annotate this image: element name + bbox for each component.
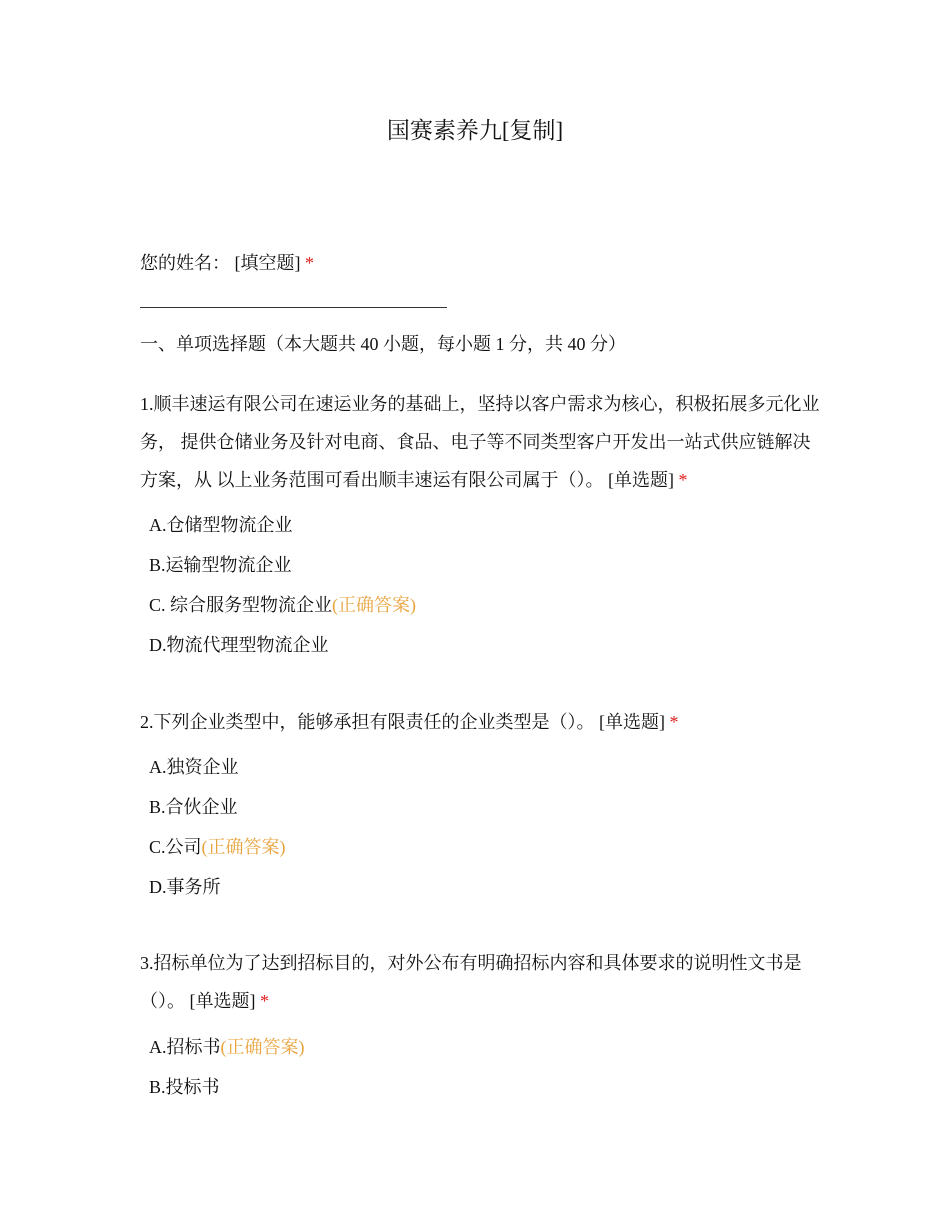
question-text: 3.招标单位为了达到招标目的，对外公布有明确招标内容和具体要求的说明性文书是（）。 — [140, 953, 802, 1011]
question-type: [单选题] — [608, 470, 674, 490]
question-3 — [140, 944, 820, 1020]
option: D.物流代理型物流企业 — [149, 635, 329, 655]
required-star: * — [260, 991, 269, 1011]
required-star: * — [305, 253, 314, 273]
question-type: [单选题] — [189, 991, 256, 1011]
required-star: * — [669, 712, 679, 732]
option-text: C. 综合服务型物流企业 — [149, 595, 333, 615]
option-correct — [149, 835, 286, 859]
correct-answer-label: (正确答案) — [332, 595, 417, 615]
section-heading: 一、单项选择题（本大题共 40 小题，每小题 1 分，共 40 分） — [140, 334, 626, 354]
name-input-line[interactable] — [140, 307, 447, 308]
option-text: A.招标书 — [149, 1037, 221, 1057]
option: B.运输型物流企业 — [149, 555, 292, 575]
page-title: 国赛素养九[复制] — [386, 118, 564, 143]
name-question — [140, 251, 314, 275]
option: A.独资企业 — [149, 757, 239, 777]
option: B.合伙企业 — [149, 797, 238, 817]
option-text: C.公司 — [149, 837, 202, 857]
question-text: 1.顺丰速运有限公司在速运业务的基础上，坚持以客户需求为核心，积极拓展多元化业务， 提供仓储业务及针对电商、食品、电子等不同类型客户开发出一站式供应链解决方案，从 以上业务范围可看出顺丰速运有限公司属于（）。 — [140, 394, 820, 490]
question-type: [填空题] — [234, 253, 301, 273]
option: D.事务所 — [149, 877, 221, 897]
option-correct — [149, 593, 416, 617]
option: A.仓储型物流企业 — [149, 515, 293, 535]
question-text: 2.下列企业类型中，能够承担有限责任的企业类型是（）。 — [140, 712, 595, 732]
question-type: [单选题] — [599, 712, 665, 732]
name-label: 您的姓名： — [140, 253, 230, 273]
required-star: * — [678, 470, 688, 490]
question-1 — [140, 385, 820, 499]
option: B.投标书 — [149, 1077, 220, 1097]
option-correct — [149, 1035, 305, 1059]
question-2 — [140, 710, 679, 734]
correct-answer-label: (正确答案) — [220, 1037, 305, 1057]
correct-answer-label: (正确答案) — [201, 837, 286, 857]
